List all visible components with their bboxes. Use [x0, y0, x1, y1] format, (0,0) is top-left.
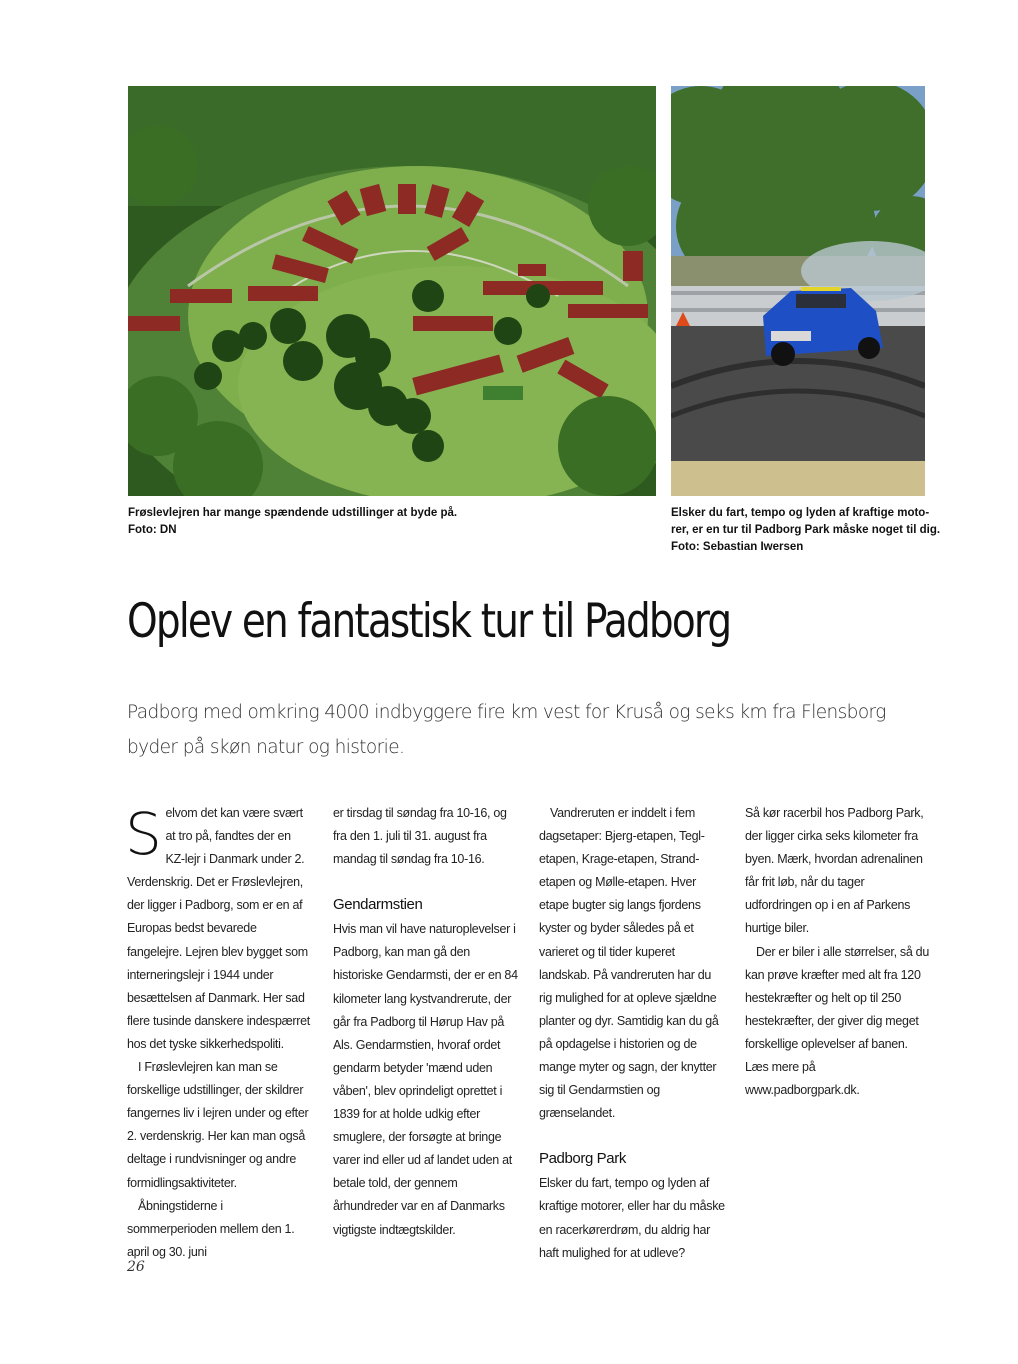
left-photo-caption [128, 505, 648, 539]
right-photo-caption [671, 505, 941, 556]
body-paragraph: Der er biler i alle størrelser, så du kan prøve kræfter med alt fra 120 hestekræfter og helt op til 250 hestekræfter, der giver dig meget forskellige oplevelser af banen. Læs mere på www.padborgpark.dk. [745, 944, 929, 1098]
article-column-1 [127, 802, 312, 1264]
body-paragraph: er tirsdag til søndag fra 10-16, og fra den 1. juli til 31. august fra mandag til søndag fra 10-16. [333, 806, 507, 867]
right-caption-line1: Elsker du fart, tempo og lyden af kraftige moto- [671, 507, 930, 519]
article-lead: Padborg med omkring 4000 indbyggere fire km vest for Kruså og seks km fra Flensborg byder på skøn natur og historie. [127, 702, 886, 758]
article-column-4 [745, 802, 931, 1102]
body-paragraph: Hvis man vil have naturoplevelser i Padborg, kan man gå den historiske Gendarmsti, der er en 84 kilometer lang kystvandrerute, der går fra Padborg til Hørup Hav på Als. Gendarmstien, hvoraf ordet gendarm betyder 'mænd uden våben', blev oprindeligt oprettet i 1839 for at holde udkig efter smuglere, der forsøgte at bringe varer ind eller ud af landet uden at betale told, der gennem århundreder var en af Danmarks vigtigste indtægtskilder. [333, 922, 518, 1237]
section-heading-padborg-park: Padborg Park [539, 1150, 626, 1168]
body-paragraph: I Frøslevlejren kan man se forskellige udstillinger, der skildrer fangernes liv i lejren under og efter 2. verdenskrig. Her kan man også deltage i rundvisninger og andre formidlingsaktiviteter. [127, 1060, 309, 1190]
left-caption-text: Frøslevlejren har mange spændende udstillinger at byde på. [128, 507, 458, 519]
body-paragraph: Vandreruten er inddelt i fem dagsetaper: Bjerg-etapen, Tegl-etapen, Krage-etapen, Strand-etapen og Mølle-etapen. Hver etape bugter sig langs fjordens kyster og byder således på et varieret og til tider kuperet landskab. På vandreruten har du rig mulighed for at opleve sjældne planter og dyr. Samtidig kan du gå på opdagelse i historien og de mange myter og sagn, der knytter sig til Gendarmstien og grænselandet. [539, 806, 719, 1121]
drop-cap: S [125, 800, 162, 868]
article-column-3 [539, 802, 725, 1265]
body-paragraph: Åbningstiderne i sommerperioden mellem den 1. april og 30. juni [127, 1198, 295, 1259]
left-caption-credit: Foto: DN [128, 524, 177, 536]
article-column-2 [333, 802, 519, 1242]
body-paragraph: Elsker du fart, tempo og lyden af kraftige motorer, eller har du måske en racerkørerdrøm, du aldrig har haft mulighed for at udleve? [539, 1176, 725, 1260]
aerial-camp-photo [128, 86, 656, 496]
body-paragraph: Så kør racerbil hos Padborg Park, der ligger cirka seks kilometer fra byen. Mærk, hvordan adrenalinen får frit løb, når du tager udfordringen op i en af Parkens hurtige biler. [745, 806, 924, 936]
right-caption-line2: rer, er en tur til Padborg Park måske noget til dig. [671, 524, 941, 536]
race-car-photo [671, 86, 925, 496]
page-number: 26 [127, 1259, 145, 1275]
right-caption-credit: Foto: Sebastian Iwersen [671, 541, 804, 553]
article-headline: Oplev en fantastisk tur til Padborg [127, 594, 731, 649]
intro-paragraph: Selvom det kan være svært at tro på, fandtes der en KZ-lejr i Danmark under 2. Verdenskrig. Det er Frøslevlejren, der ligger i Padborg, som er en af Europas bedst bevarede fangelejre. Lejren blev bygget som interneringslejr i 1944 under besættelsen af Danmark. Her sad flere tusinde danskere indespærret hos det tyske sikkerhedspoliti. [125, 800, 310, 1051]
section-heading-gendarmstien: Gendarmstien [333, 896, 423, 914]
